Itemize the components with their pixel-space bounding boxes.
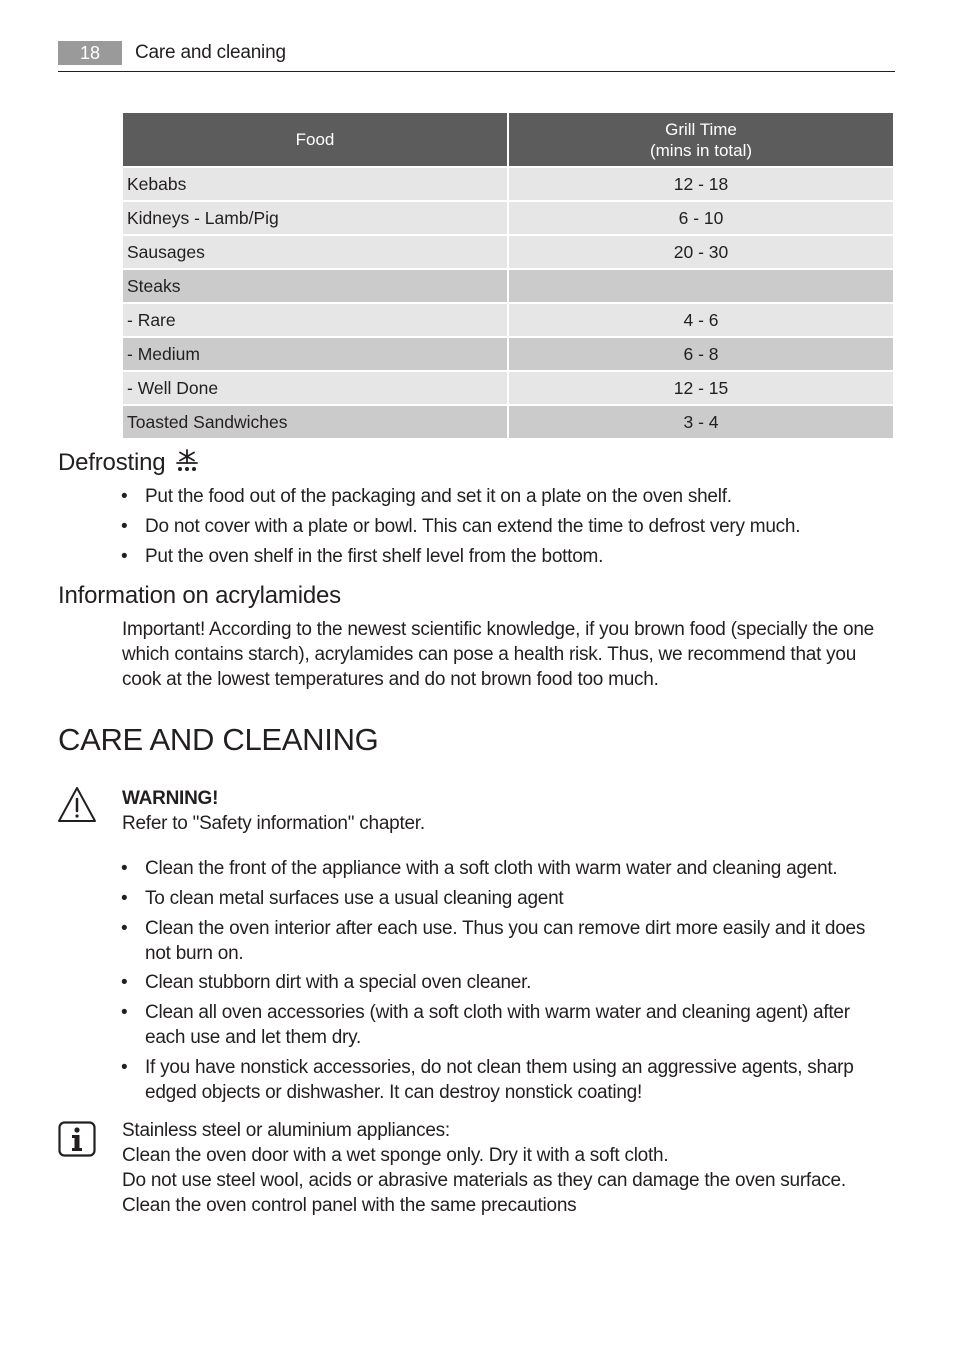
care-list [121, 856, 891, 1105]
food-cell: Kidneys - Lamb/Pig [123, 202, 507, 234]
list-item-text: Clean stubborn dirt with a special oven cleaner. [145, 972, 532, 993]
table-row [123, 406, 893, 438]
list-item [121, 856, 891, 881]
time-cell: 6 - 8 [509, 338, 893, 370]
column-header-food: Food [123, 113, 507, 166]
info-line: Clean the oven door with a wet sponge only. Dry it with a soft cloth. [122, 1145, 669, 1166]
table-row [123, 304, 893, 336]
list-item [121, 886, 891, 911]
info-block [122, 1118, 892, 1218]
acrylamides-heading: Information on acrylamides [58, 582, 341, 609]
time-cell: 12 - 18 [509, 168, 893, 200]
list-item-text: Clean the oven interior after each use. Thus you can remove dirt more easily and it does not burn on. [145, 918, 866, 964]
food-cell: Kebabs [123, 168, 507, 200]
food-cell: Toasted Sandwiches [123, 406, 507, 438]
defrosting-title: Defrosting [58, 449, 166, 476]
table-row [123, 372, 893, 404]
list-item [121, 514, 891, 539]
acrylamides-paragraph [122, 617, 892, 692]
list-item [121, 1055, 891, 1105]
time-cell: 12 - 15 [509, 372, 893, 404]
list-item-text: Do not cover with a plate or bowl. This can extend the time to defrost very much. [145, 516, 801, 537]
table-row [123, 338, 893, 370]
food-cell: Sausages [123, 236, 507, 268]
bullet: • [121, 486, 128, 507]
info-icon [58, 1121, 96, 1162]
defrosting-list [121, 484, 891, 569]
list-item-text: To clean metal surfaces use a usual cleaning agent [145, 888, 564, 909]
grill-time-table [121, 111, 895, 440]
food-cell: - Rare [123, 304, 507, 336]
bullet: • [121, 546, 128, 567]
column-header-grill-time [509, 113, 893, 166]
defrost-icon [174, 448, 200, 481]
list-item [121, 970, 891, 995]
grill-time-header-line1: Grill Time [665, 119, 737, 139]
page-header [58, 40, 895, 72]
care-cleaning-title: CARE AND CLEANING [58, 722, 379, 757]
bullet: • [121, 1057, 128, 1078]
warning-triangle-icon [57, 786, 97, 829]
list-item [121, 484, 891, 509]
table-header-row [123, 113, 893, 166]
bullet: • [121, 1002, 128, 1023]
food-cell: Steaks [123, 270, 507, 302]
time-cell: 20 - 30 [509, 236, 893, 268]
info-line: Clean the oven control panel with the same precautions [122, 1195, 577, 1216]
time-cell: 4 - 6 [509, 304, 893, 336]
food-cell: - Medium [123, 338, 507, 370]
bullet: • [121, 516, 128, 537]
list-item-text: Clean all oven accessories (with a soft cloth with warm water and cleaning agent) after each use and let them dry. [145, 1002, 850, 1048]
time-cell [509, 270, 893, 302]
grill-time-header-line2: (mins in total) [649, 140, 753, 160]
defrosting-heading [58, 448, 200, 481]
warning-text: Refer to "Safety information" chapter. [122, 813, 425, 834]
warning-title: WARNING! [122, 788, 219, 809]
list-item-text: Put the food out of the packaging and set it on a plate on the oven shelf. [145, 486, 732, 507]
info-line: Stainless steel or aluminium appliances: [122, 1120, 450, 1141]
food-cell: - Well Done [123, 372, 507, 404]
info-line: Do not use steel wool, acids or abrasive materials as they can damage the oven surface. [122, 1170, 846, 1191]
list-item-text: Clean the front of the appliance with a soft cloth with warm water and cleaning agent. [145, 858, 838, 879]
list-item [121, 1000, 891, 1050]
list-item-text: If you have nonstick accessories, do not clean them using an aggressive agents, sharp edged objects or dishwasher. It can destroy nonstick coating! [145, 1057, 854, 1103]
time-cell: 3 - 4 [509, 406, 893, 438]
bullet: • [121, 888, 128, 909]
list-item-text: Put the oven shelf in the first shelf level from the bottom. [145, 546, 604, 567]
bullet: • [121, 918, 128, 939]
table-row [123, 168, 893, 200]
table-row [123, 270, 893, 302]
bullet: • [121, 858, 128, 879]
acrylamides-text: According to the newest scientific knowledge, if you brown food (specially the one which contains starch), acrylamides can pose a health risk. Thus, we recommend that you cook at the lowest temperatures and do not brown food too much. [122, 619, 874, 690]
time-cell: 6 - 10 [509, 202, 893, 234]
table-row [123, 236, 893, 268]
bullet: • [121, 972, 128, 993]
warning-block [122, 786, 892, 836]
table-row [123, 202, 893, 234]
list-item [121, 544, 891, 569]
header-section-title: Care and cleaning [135, 42, 286, 63]
list-item [121, 916, 891, 966]
page-number: 18 [58, 41, 122, 65]
important-label: Important! [122, 619, 206, 640]
